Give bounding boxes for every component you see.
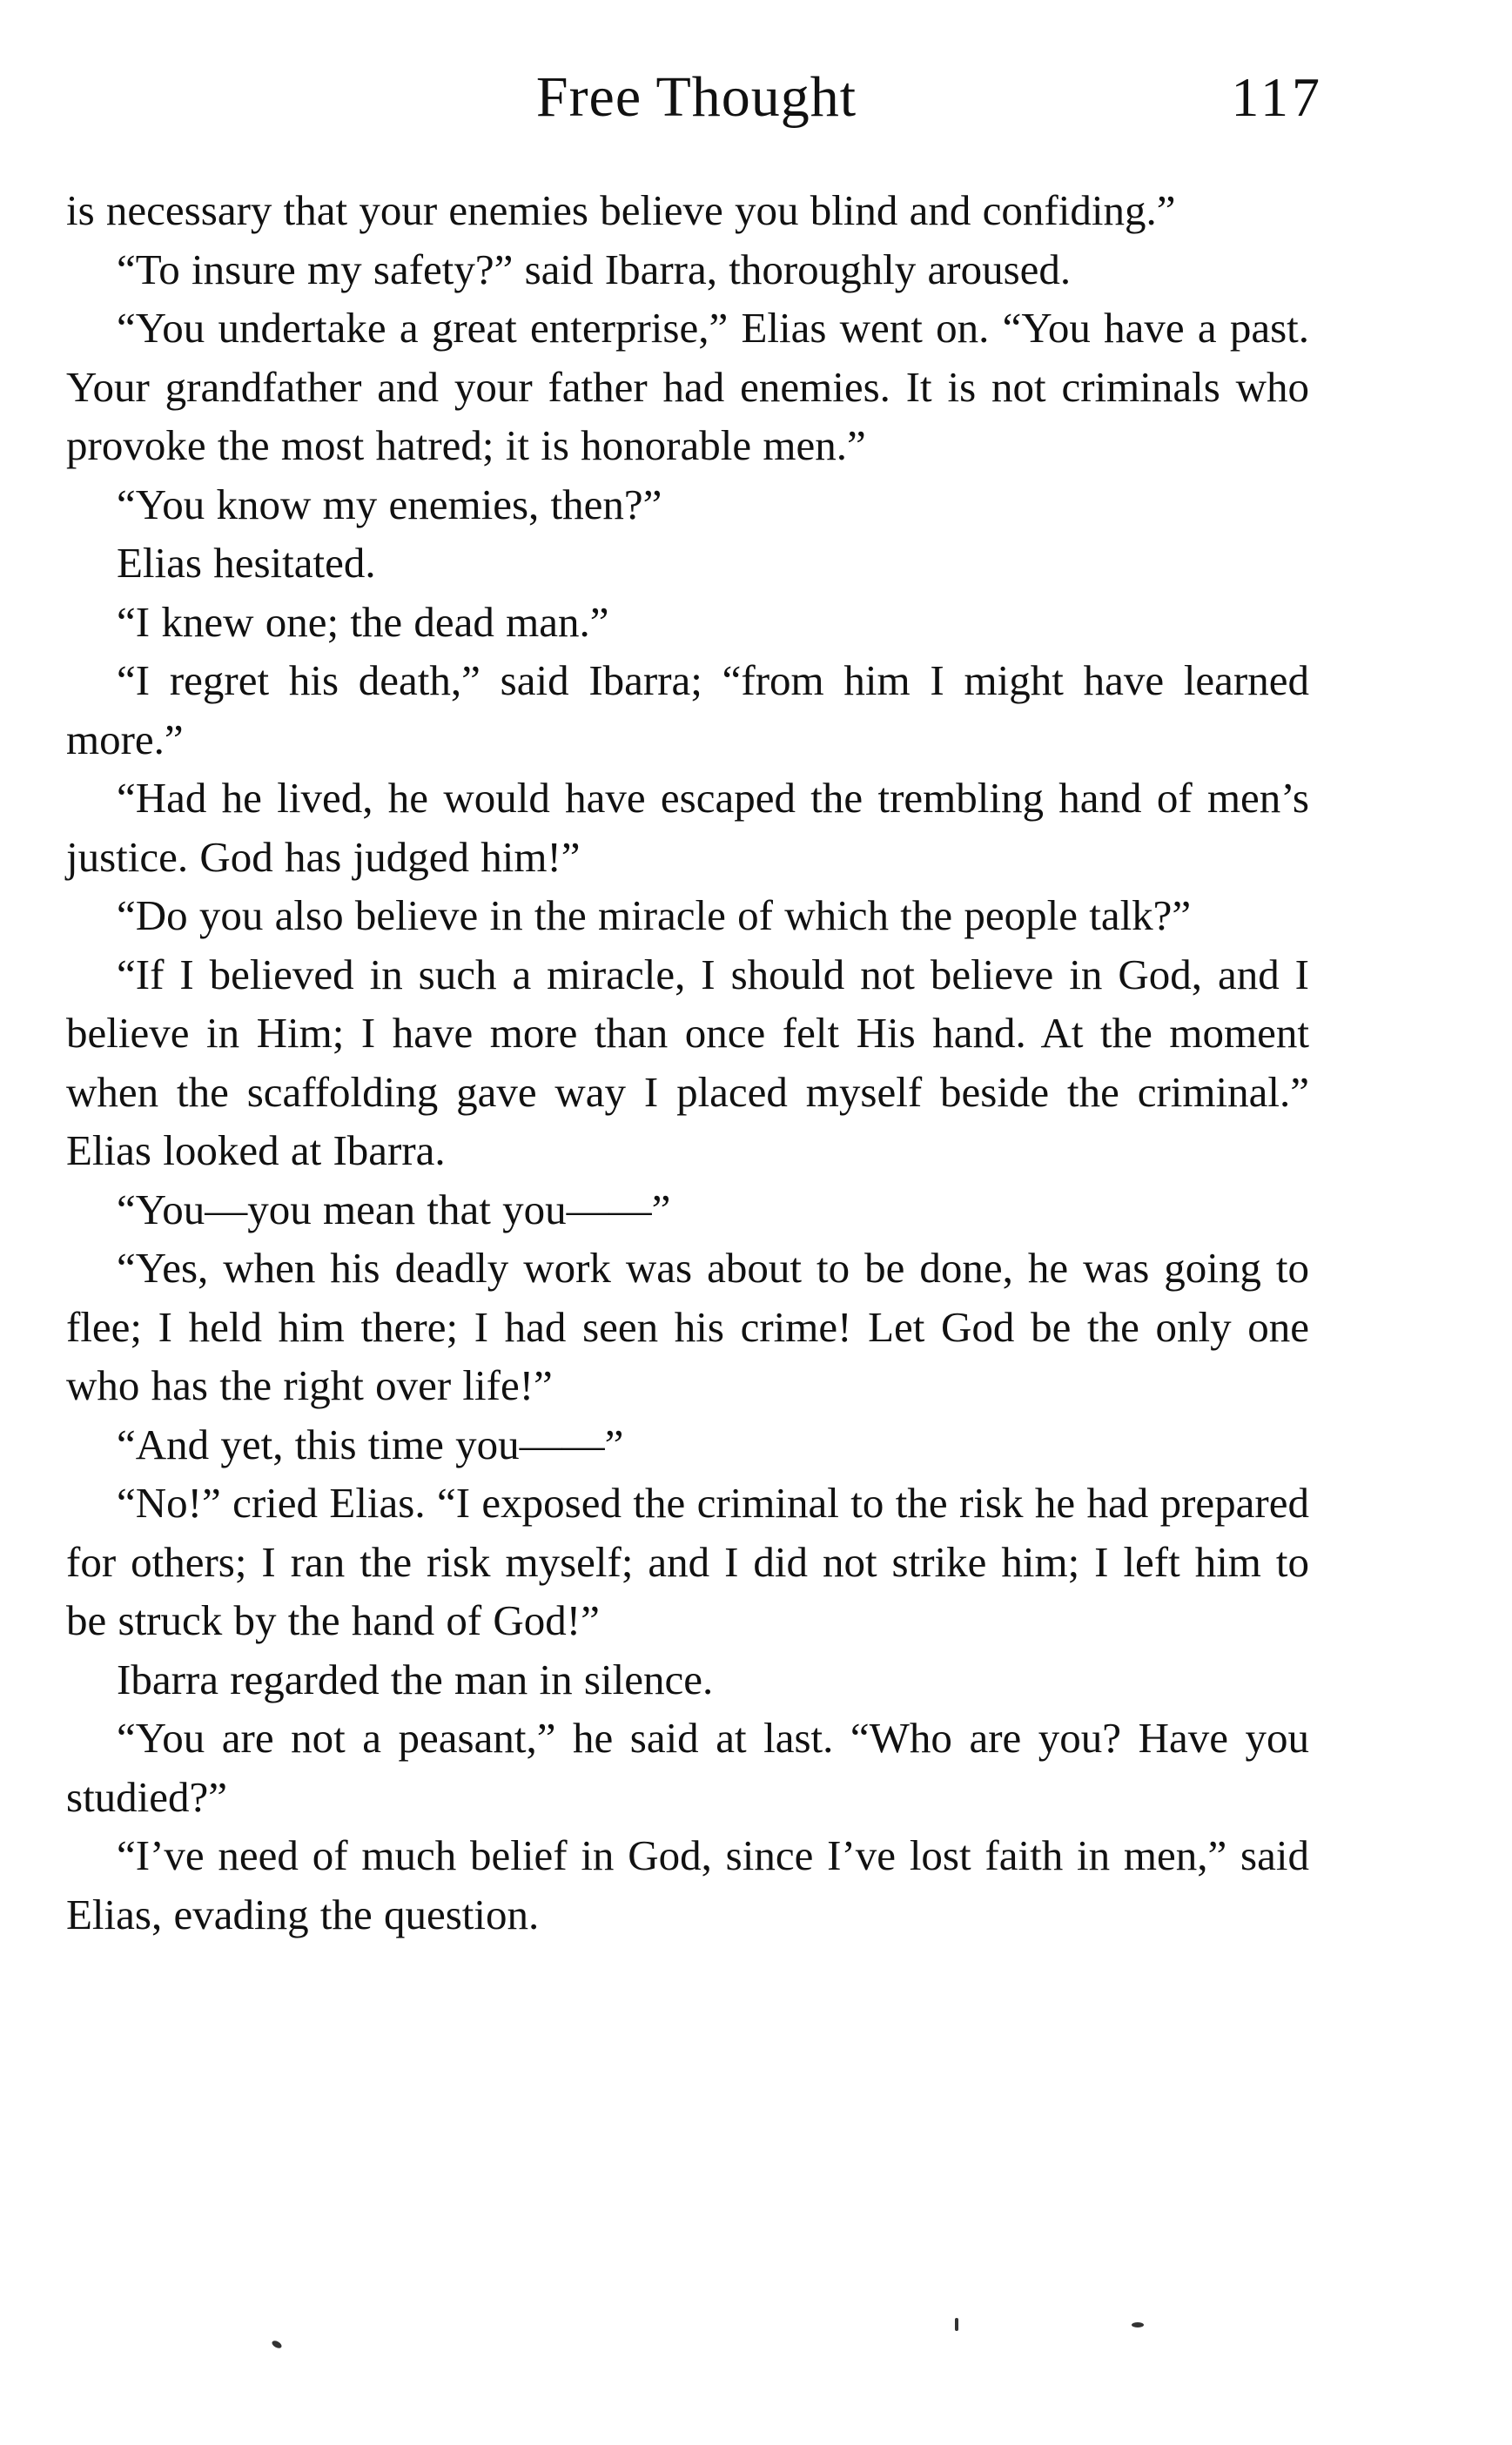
paragraph-3: “You undertake a great enterprise,” Elias went on. “You have a past. Your grandfather and your father had enemies. It is not criminals who provoke the most hatred; it is honorable men.” (66, 304, 1309, 469)
paragraph-17: “I’ve need of much belief in God, since I’ve lost faith in men,” said Elias, evading the question. (66, 1831, 1309, 1938)
paragraph-15: Ibarra regarded the man in silence. (117, 1655, 714, 1703)
paragraph-8: “Had he lived, he would have escaped the trembling hand of men’s justice. God has judged him!” (66, 774, 1309, 881)
paragraph-9: “Do you also believe in the miracle of which the people talk?” (117, 891, 1192, 939)
paragraph-7: “I regret his death,” said Ibarra; “from him I might have learned more.” (66, 656, 1309, 763)
paragraph-1: is necessary that your enemies believe you blind and confiding.” (66, 186, 1176, 234)
paragraph-4: “You know my enemies, then?” (117, 480, 662, 528)
page-number: 117 (1231, 66, 1323, 128)
paragraph-16: “You are not a peasant,” he said at last. “Who are you? Have you studied?” (66, 1714, 1309, 1821)
paragraph-6: “I knew one; the dead man.” (117, 597, 609, 646)
paragraph-13: “And yet, this time you——” (117, 1420, 624, 1468)
running-title: Free Thought (535, 65, 857, 129)
paragraph-11: “You—you mean that you——” (117, 1185, 671, 1233)
paragraph-5: Elias hesitated. (117, 539, 376, 587)
scan-speck-middle (955, 2318, 958, 2331)
paragraph-2: “To insure my safety?” said Ibarra, thoroughly aroused. (117, 245, 1072, 293)
paragraph-12: “Yes, when his deadly work was about to be done, he was going to flee; I held him there; I had seen his crime! Let God be the only one who has the right over life!” (66, 1244, 1309, 1409)
scan-speck-right (1132, 2322, 1144, 2327)
scan-speck-left (271, 2339, 283, 2349)
paragraph-14: “No!” cried Elias. “I exposed the criminal to the risk he had prepared for others; I ran the risk myself; and I did not strike him; I left him to be struck by the hand of God!” (66, 1479, 1309, 1644)
running-head (0, 63, 1512, 132)
body-text (66, 181, 1309, 1944)
paragraph-10: “If I believed in such a miracle, I should not believe in God, and I believe in Him; I have more than once felt His hand. At the moment when the scaffolding gave way I placed myself beside the criminal.” Elias looked at Ibarra. (66, 950, 1309, 1174)
